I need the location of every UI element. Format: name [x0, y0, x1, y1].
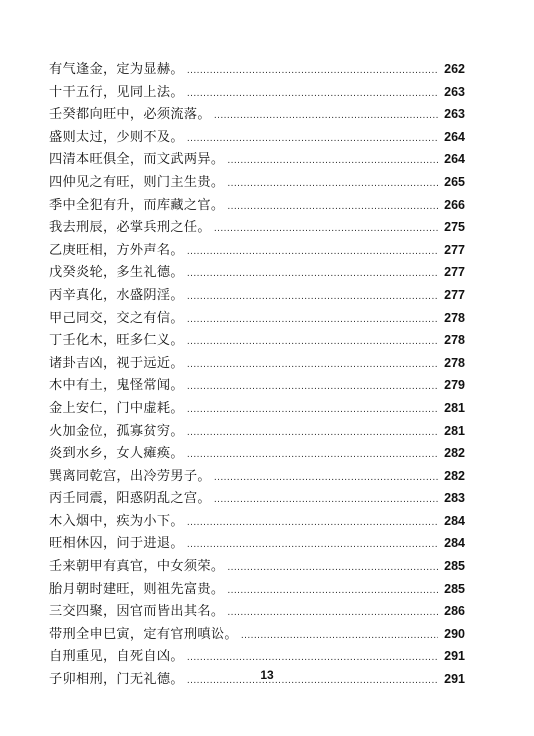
- toc-entry: [49, 555, 465, 578]
- dot-leader: [187, 534, 438, 557]
- toc-entry: [49, 307, 465, 330]
- toc-entry-page: 290: [444, 626, 465, 641]
- toc-entry: [49, 352, 465, 375]
- dot-leader: [187, 60, 438, 83]
- toc-entry-page: 264: [444, 129, 465, 144]
- toc-entry-title: 诸卦吉凶，视于远近。: [49, 355, 184, 371]
- toc-entry-title: 乙庚旺相，方外声名。: [49, 242, 184, 258]
- dot-leader: [227, 173, 438, 196]
- dot-leader: [187, 286, 438, 309]
- toc-entry-title: 壬癸都向旺中，必须流落。: [49, 107, 211, 123]
- dot-leader: [187, 128, 438, 151]
- dot-leader: [187, 354, 438, 377]
- toc-entry: [49, 578, 465, 601]
- toc-entry: [49, 171, 465, 194]
- dot-leader: [214, 218, 438, 241]
- toc-entry-title: 丁壬化木，旺多仁义。: [49, 333, 184, 349]
- dot-leader: [227, 602, 438, 625]
- toc-entry: [49, 645, 465, 668]
- toc-entry-title: 旺相休囚，问于进退。: [49, 536, 184, 552]
- toc-entry-page: 282: [444, 468, 465, 483]
- toc-entry-title: 丙辛真化，水盛阴淫。: [49, 287, 184, 303]
- toc-entry-title: 四仲见之有旺，则门主生贵。: [49, 174, 225, 190]
- toc-entry: [49, 420, 465, 443]
- dot-leader: [187, 422, 438, 445]
- toc-entry-title: 甲己同交，交之有信。: [49, 310, 184, 326]
- toc-entry: [49, 397, 465, 420]
- toc-entry-title: 木入烟中，疾为小下。: [49, 513, 184, 529]
- toc-entry-title: 胎月朝时建旺，则祖先富贵。: [49, 581, 225, 597]
- toc-entry-title: 火加金位，孤寡贫穷。: [49, 423, 184, 439]
- toc-entry-page: 278: [444, 355, 465, 370]
- toc-entry-title: 戊癸炎轮，多生礼德。: [49, 265, 184, 281]
- toc-entry: [49, 532, 465, 555]
- toc-entry: [49, 329, 465, 352]
- toc-entry-page: 285: [444, 581, 465, 596]
- dot-leader: [214, 105, 438, 128]
- toc-entry-page: 285: [444, 559, 465, 574]
- dot-leader: [227, 580, 438, 603]
- toc-entry-page: 263: [444, 84, 465, 99]
- dot-leader: [187, 309, 438, 332]
- dot-leader: [187, 444, 438, 467]
- toc-entry: [49, 600, 465, 623]
- toc-entry: [49, 239, 465, 262]
- toc-entry: [49, 194, 465, 217]
- toc-entry-title: 带刑全申巳寅，定有官刑嗔讼。: [49, 626, 238, 642]
- toc-entry-title: 四清本旺俱全，而文武两异。: [49, 152, 225, 168]
- toc-entry-title: 有气逢金，定为显赫。: [49, 62, 184, 77]
- toc-entry: [49, 465, 465, 488]
- toc-entry: [49, 442, 465, 465]
- toc-entry-title: 木中有土，鬼怪常闻。: [49, 378, 184, 394]
- toc-entry-page: 279: [444, 378, 465, 393]
- toc-entry-page: 281: [444, 423, 465, 438]
- toc-entry-page: 278: [444, 310, 465, 325]
- toc-entry-title: 金上安仁，门中虚耗。: [49, 400, 184, 416]
- toc-entry-page: 277: [444, 265, 465, 280]
- toc-entry: [49, 374, 465, 397]
- toc-entry-page: 283: [444, 491, 465, 506]
- toc-entry-title: 子卯相刑，门无礼德。: [49, 672, 184, 688]
- toc-entry-page: 275: [444, 220, 465, 235]
- toc-entry: [49, 126, 465, 149]
- page-number: 13: [260, 668, 274, 682]
- toc-entry-title: 三交四聚，因官而皆出其名。: [49, 604, 225, 620]
- toc-entry-page: 263: [444, 107, 465, 122]
- toc-entry-page: 265: [444, 174, 465, 189]
- toc-entry-page: 277: [444, 287, 465, 302]
- toc-entry: [49, 284, 465, 307]
- dot-leader: [214, 467, 438, 490]
- dot-leader: [227, 150, 438, 173]
- dot-leader: [227, 196, 438, 219]
- toc-entry-title: 丙壬同震，阳惑阴乱之宫。: [49, 491, 211, 507]
- toc-entry-title: 十干五行，见同上法。: [49, 84, 184, 100]
- toc-entry-page: 282: [444, 446, 465, 461]
- toc-entry-page: 284: [444, 513, 465, 528]
- dot-leader: [187, 512, 438, 535]
- toc-entry-title: 自刑重见，自死自凶。: [49, 649, 184, 665]
- dot-leader: [187, 241, 438, 264]
- dot-leader: [187, 263, 438, 286]
- toc-entry-title: 季中全犯有升，而库藏之官。: [49, 197, 225, 213]
- dot-leader: [241, 625, 438, 648]
- toc-entry-title: 炎到水乡，女人瘫痪。: [49, 446, 184, 462]
- toc-entry-page: 286: [444, 604, 465, 619]
- dot-leader: [214, 489, 438, 512]
- toc-entry: [49, 216, 465, 239]
- toc-entry: [49, 58, 465, 81]
- toc-entry-page: 262: [444, 62, 465, 76]
- toc-entry-page: 264: [444, 152, 465, 167]
- toc-entry-title: 盛则太过，少则不及。: [49, 129, 184, 145]
- toc-entry-title: 壬来朝甲有真官，中女须荣。: [49, 559, 225, 575]
- toc-entry-page: 284: [444, 536, 465, 551]
- toc-entry-page: 266: [444, 197, 465, 212]
- toc-entry-page: 291: [444, 672, 465, 687]
- toc-entry: [49, 103, 465, 126]
- toc-entry: [49, 510, 465, 533]
- toc-entry: [49, 487, 465, 510]
- toc-entry: [49, 148, 465, 171]
- toc-entry-page: 281: [444, 400, 465, 415]
- toc-entry: [49, 623, 465, 646]
- toc-entry: [49, 261, 465, 284]
- dot-leader: [227, 557, 438, 580]
- dot-leader: [187, 331, 438, 354]
- dot-leader: [187, 376, 438, 399]
- toc-entry: [49, 81, 465, 104]
- dot-leader: [187, 83, 438, 106]
- toc-entry-title: 我去刑辰，必掌兵刑之任。: [49, 220, 211, 236]
- toc-entry-page: 277: [444, 242, 465, 257]
- dot-leader: [187, 399, 438, 422]
- toc-entry-page: 278: [444, 333, 465, 348]
- table-of-contents: [49, 58, 465, 691]
- toc-entry-title: 巽离同乾宫，出冷劳男子。: [49, 468, 211, 484]
- toc-entry-page: 291: [444, 649, 465, 664]
- dot-leader: [187, 647, 438, 670]
